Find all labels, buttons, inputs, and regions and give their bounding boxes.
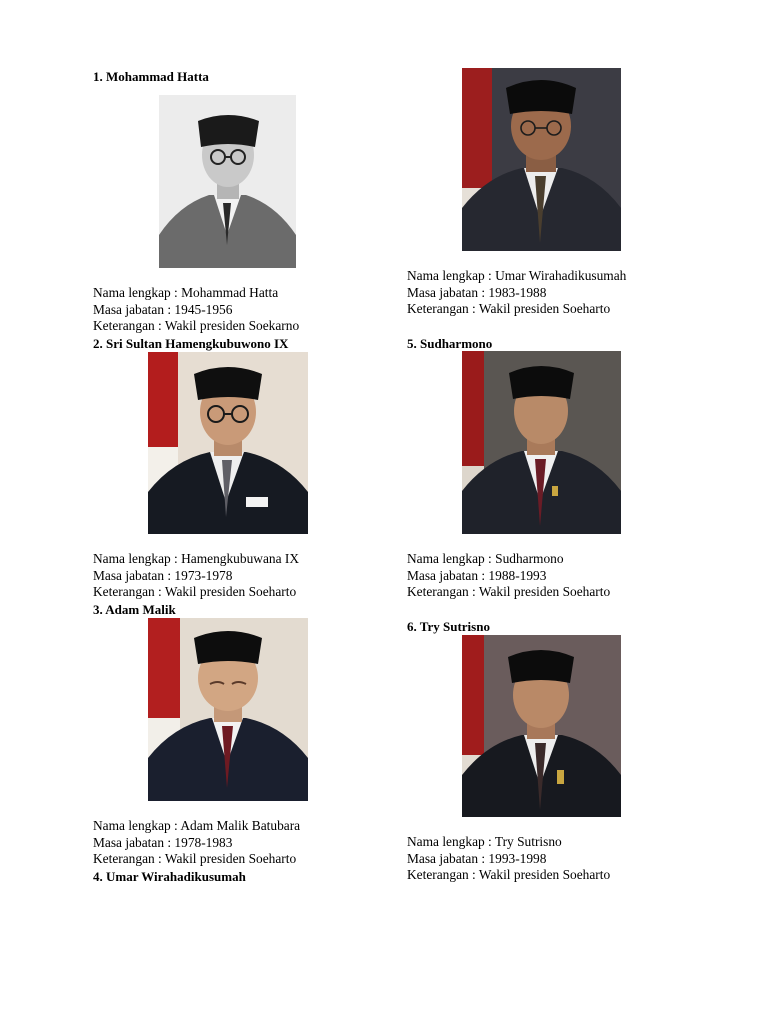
portrait-adam-malik-photo [148, 618, 308, 801]
entry-2-info [93, 551, 299, 601]
entry-5-info [407, 551, 610, 601]
entry-4-note: Keterangan : Wakil presiden Soeharto [407, 301, 611, 317]
entry-5-full-name: Nama lengkap : Sudharmono [407, 551, 564, 566]
entry-4-heading: 4. Umar Wirahadikusumah [93, 869, 246, 884]
entry-5-term: Masa jabatan : 1988-1993 [407, 567, 547, 583]
entry-3-note: Keterangan : Wakil presiden Soeharto [93, 851, 297, 867]
entry-6-note: Keterangan : Wakil presiden Soeharto [407, 867, 611, 883]
entry-3-term: Masa jabatan : 1978-1983 [93, 834, 233, 850]
entry-4-term: Masa jabatan : 1983-1988 [407, 284, 547, 300]
entry-1-full-name: Nama lengkap : Mohammad Hatta [93, 285, 279, 300]
entry-6-term: Masa jabatan : 1993-1998 [407, 850, 547, 866]
entry-6-full-name: Nama lengkap : Try Sutrisno [407, 834, 562, 849]
portrait-sudharmono-photo [462, 351, 621, 534]
entry-2-note: Keterangan : Wakil presiden Soeharto [93, 584, 297, 600]
entry-3-info [93, 818, 300, 868]
entry-6-info [407, 834, 610, 884]
entry-1-heading: 1. Mohammad Hatta [93, 69, 209, 84]
entry-2-heading: 2. Sri Sultan Hamengkubuwono IX [93, 336, 289, 351]
portrait-hamengkubuwono-photo [148, 352, 308, 534]
entry-1-term: Masa jabatan : 1945-1956 [93, 301, 233, 317]
entry-3-full-name: Nama lengkap : Adam Malik Batubara [93, 818, 301, 833]
entry-4-info [407, 268, 626, 318]
entry-3-heading: 3. Adam Malik [93, 602, 176, 617]
entry-5-heading: 5. Sudharmono [407, 336, 493, 351]
entry-6-heading: 6. Try Sutrisno [407, 619, 490, 634]
portrait-try-sutrisno-photo [462, 635, 621, 817]
entry-2-full-name: Nama lengkap : Hamengkubuwana IX [93, 551, 299, 566]
entry-5-note: Keterangan : Wakil presiden Soeharto [407, 584, 611, 600]
entry-4-full-name: Nama lengkap : Umar Wirahadikusumah [407, 268, 627, 283]
entry-1-info [93, 285, 299, 335]
entry-1-note: Keterangan : Wakil presiden Soekarno [93, 318, 300, 334]
portrait-hatta-photo [159, 95, 296, 268]
portrait-umar-wirahadikusumah-photo [462, 68, 621, 251]
entry-2-term: Masa jabatan : 1973-1978 [93, 567, 233, 583]
